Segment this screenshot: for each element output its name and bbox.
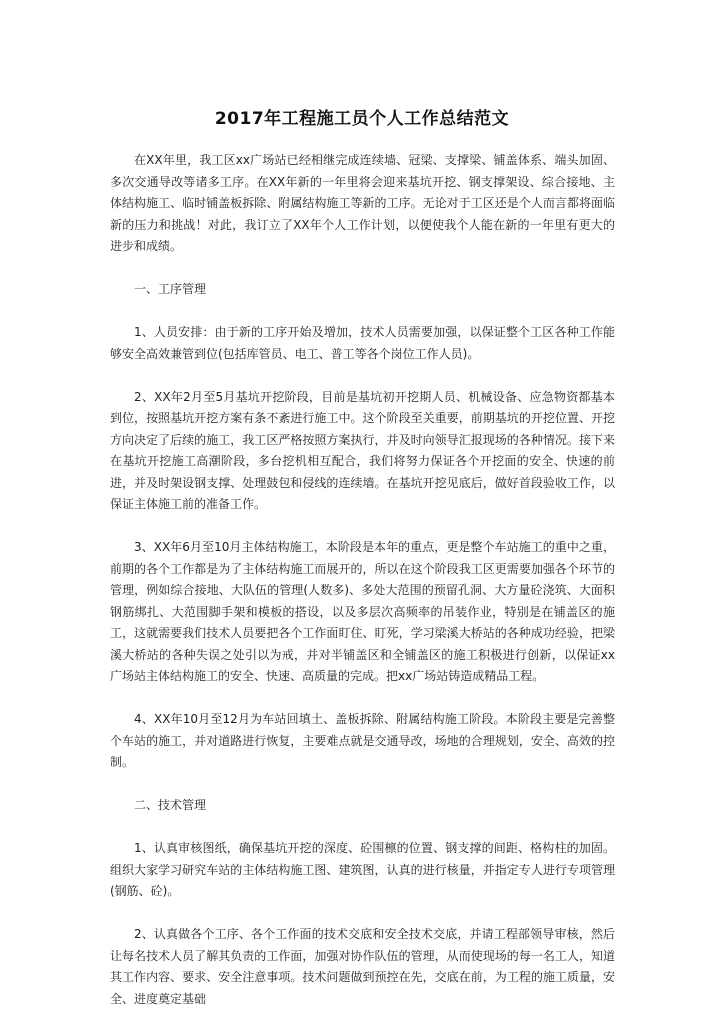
intro-paragraph: 在XX年里，我工区xx广场站已经相继完成连续墙、冠梁、支撑梁、铺盖体系、端头加固、多次交通导改等诸多工序。在XX年新的一年里将会迎来基坑开挖、钢支撑架设、综合接地、主体结构施工、临时铺盖板拆除、附属结构施工等新的工序。无论对于工区还是个人而言都将面临新的压力和挑战！对此，我订立了XX年个人工作计划，以便使我个人能在新的一年里有更大的进步和成绩。 <box>110 153 615 253</box>
paragraph-main-structure: 3、XX年6月至10月主体结构施工，本阶段是本年的重点，更是整个车站施工的重中之重，前期的各个工作都是为了主体结构施工而展开的，所以在这个阶段我工区更需要加强各个环节的管理，例如综合接地、大队伍的管理(人数多)、多处大范围的预留孔洞、大方量砼浇筑、大面积钢筋绑扎、大范围脚手架和模板的搭设，以及多层次高频率的吊装作业，特别是在铺盖区的施工，这就需要我们技术人员要把各个工作面盯住、盯死，学习梁溪大桥站的各种成功经验，把梁溪大桥站的各种失误之处引以为戒，并对半铺盖区和全铺盖区的施工积极进行创新，以保证xx广场站主体结构施工的安全、快速、高质量的完成。把xx广场站铸造成精品工程。 <box>110 540 615 683</box>
paragraph-excavation: 2、XX年2月至5月基坑开挖阶段，目前是基坑初开挖期人员、机械设备、应急物资都基本到位，按照基坑开挖方案有条不紊进行施工中。这个阶段至关重要，前期基坑的开挖位置、开挖方向决定了后续的施工，我工区严格按照方案执行，并及时向领导汇报现场的各种情况。接下来在基坑开挖施工高潮阶段，多台挖机相互配合，我们将努力保证各个开挖面的安全、快速的前进，并及时架设钢支撑、处理鼓包和侵线的连续墙。在基坑开挖见底后，做好首段验收工作，以保证主体施工前的准备工作。 <box>110 389 615 511</box>
section-heading-process-management: 一、工序管理 <box>134 282 207 296</box>
section-heading-technical-management: 二、技术管理 <box>134 798 207 812</box>
paragraph-backfill: 4、XX年10月至12月为车站回填土、盖板拆除、附属结构施工阶段。本阶段主要是完善整个车站的施工，并对道路进行恢复，主要难点就是交通导改，场地的合理规划，安全、高效的控制。 <box>110 712 615 769</box>
document-body <box>110 150 615 1032</box>
document-title: 2017年工程施工员个人工作总结范文 <box>214 109 510 129</box>
paragraph-staffing: 1、人员安排：由于新的工序开始及增加，技术人员需要加强，以保证整个工区各种工作能够安全高效兼管到位(包括库管员、电工、普工等各个岗位工作人员)。 <box>110 325 615 361</box>
paragraph-drawing-review: 1、认真审核图纸，确保基坑开挖的深度、砼围檩的位置、钢支撑的间距、格构柱的加固。组织大家学习研究车站的主体结构施工图、建筑图，认真的进行核量，并指定专人进行专项管理(钢筋、砼)。 <box>110 841 615 898</box>
paragraph-technical-briefing: 2、认真做各个工序、各个工作面的技术交底和安全技术交底，并请工程部领导审核，然后让每名技术人员了解其负责的工作面，加强对协作队伍的管理，从而使现场的每一名工人，知道其工作内容、要求、安全注意事项。技术问题做到预控在先，交底在前，为工程的施工质量，安全、进度奠定基础 <box>110 927 615 1006</box>
